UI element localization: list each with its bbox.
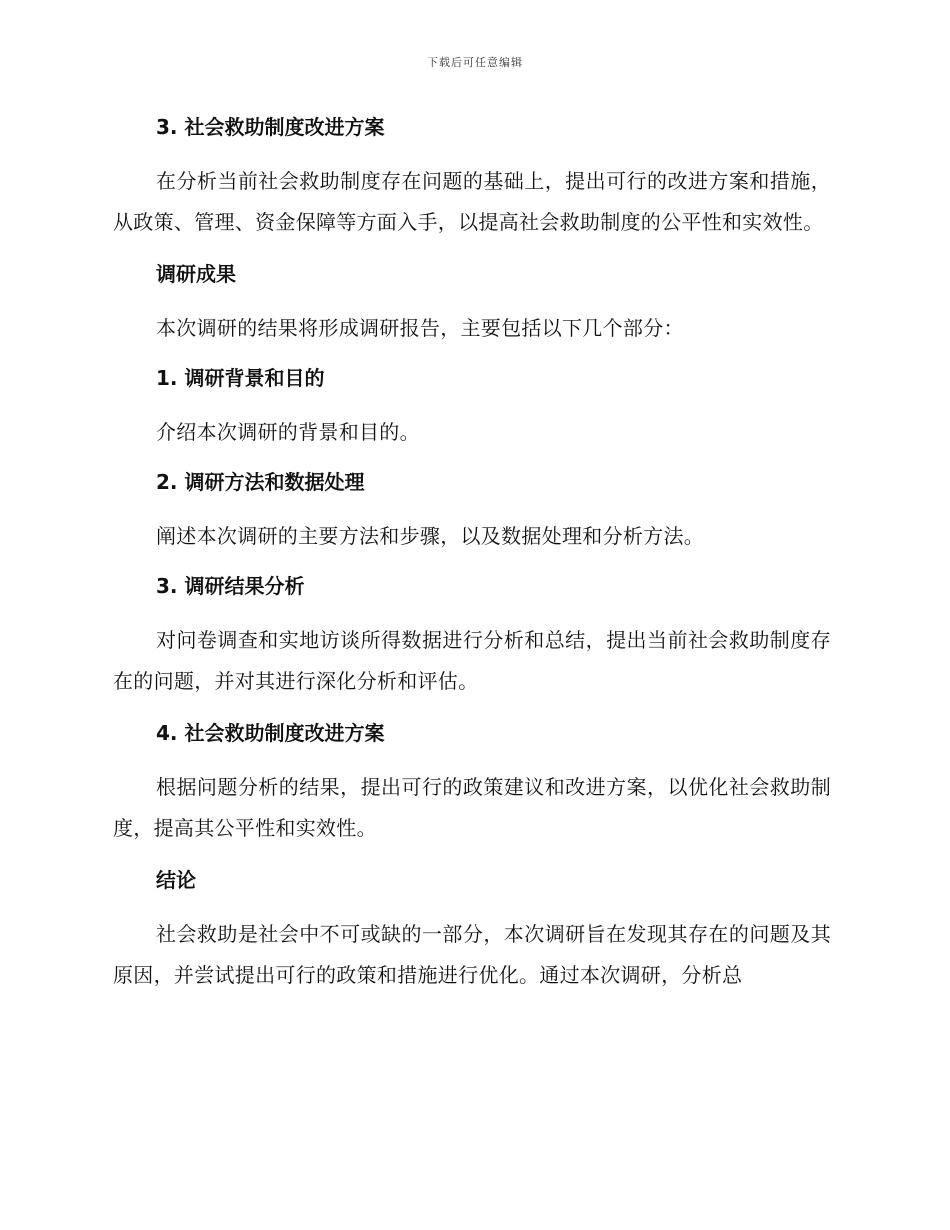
section-heading: 调研成果	[156, 262, 236, 286]
section-heading: 结论	[156, 868, 196, 892]
section-heading: 3. 调研结果分析	[156, 574, 305, 598]
body-paragraph: 介绍本次调研的背景和目的。	[156, 420, 420, 444]
body-paragraph: 社会救助是社会中不可或缺的一部分，本次调研旨在发现其存在的问题及其原因，并尝试提出可行的政策和措施进行优化。通过本次调研，分析总	[113, 922, 831, 987]
document-body	[113, 108, 831, 996]
body-paragraph: 本次调研的结果将形成调研报告，主要包括以下几个部分：	[156, 316, 684, 340]
page-header: 下载后可任意编辑	[427, 56, 523, 69]
body-paragraph: 在分析当前社会救助制度存在问题的基础上，提出可行的改进方案和措施，从政策、管理、资金保障等方面入手，以提高社会救助制度的公平性和实效性。	[113, 169, 831, 234]
section-heading: 3. 社会救助制度改进方案	[156, 115, 385, 139]
section-heading: 1. 调研背景和目的	[156, 366, 325, 390]
section-heading: 2. 调研方法和数据处理	[156, 470, 365, 494]
body-paragraph: 对问卷调查和实地访谈所得数据进行分析和总结，提出当前社会救助制度存在的问题，并对其进行深化分析和评估。	[113, 628, 831, 693]
body-paragraph: 根据问题分析的结果，提出可行的政策建议和改进方案，以优化社会救助制度，提高其公平性和实效性。	[113, 775, 831, 840]
body-paragraph: 阐述本次调研的主要方法和步骤，以及数据处理和分析方法。	[156, 524, 705, 548]
section-heading: 4. 社会救助制度改进方案	[156, 721, 385, 745]
